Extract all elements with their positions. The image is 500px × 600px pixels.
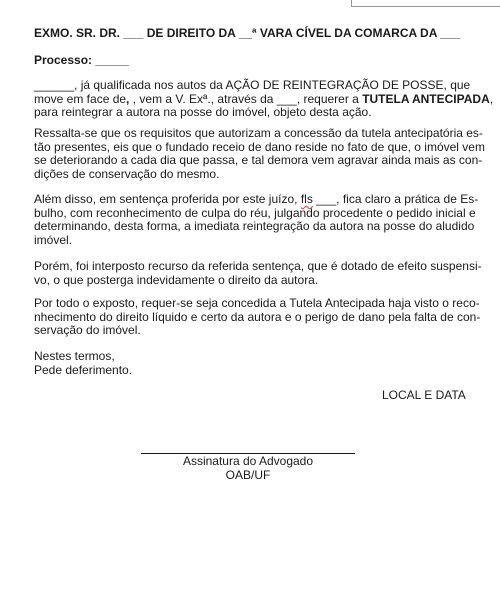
local-e-data: LOCAL E DATA: [382, 388, 466, 402]
closing-line: Pede deferimento.: [34, 362, 133, 377]
paragraph-request: [34, 78, 494, 120]
paragraph-line: [34, 91, 494, 107]
paragraph-sentence: [34, 192, 479, 247]
paragraph-line: Ressalta-se que os requisitos que autorizam a concessão da tutela antecipatória es-: [34, 126, 483, 140]
paragraph-appeal: [34, 259, 482, 287]
paragraph-line: ______, já qualificada nos autos da AÇÃO DE REINTEGRAÇÃO DE POSSE, que: [34, 78, 471, 92]
signature-name: Assinatura do Advogado: [182, 454, 314, 468]
closing-line: Nestes termos,: [34, 349, 115, 363]
processo-heading: Processo: _____: [34, 53, 129, 67]
text-segment: ,: [489, 91, 494, 106]
paragraph-line: tão presentes, eis que o fundado receio de dano reside no fato de que, o imóvel vem: [34, 139, 485, 154]
tutela-antecipada-emphasis: TUTELA ANTECIPADA: [362, 91, 490, 106]
court-address-heading: EXMO. SR. DR. ___ DE DIREITO DA __ª VARA CÍVEL DA COMARCA DA ___: [34, 26, 461, 40]
text-segment: Além disso, em sentença proferida por este juízo,: [34, 192, 301, 206]
closing-block: [34, 350, 464, 377]
paragraph-line: servação do imóvel.: [34, 323, 141, 337]
paragraph-line: Por todo o exposto, requer-se seja concedida a Tutela Antecipada haja visto o reco-: [34, 296, 480, 310]
paragraph-conclusion: [34, 296, 481, 338]
paragraph-line: nhecimento do direito líquido e certo da autora e o perigo de dano pela falta de con-: [34, 309, 481, 324]
spellcheck-word: fls: [300, 192, 313, 206]
paragraph-line: bulho, com reconhecimento de culpa do réu, julgando procedente o pedido inicial e: [34, 205, 476, 220]
paragraph-line: dições de conservação do mesmo.: [34, 166, 220, 181]
signature-oab: OAB/UF: [225, 468, 271, 482]
paragraph-line: vo, o que posterga indevidamente o direito da autora.: [34, 272, 319, 287]
paragraph-line: determinando, desta forma, a imediata reintegração da autora na posse do aludido: [34, 219, 475, 233]
paragraph-line: se deteriorando a cada dia que passa, e tal demora vem agravar ainda mais as con-: [34, 153, 483, 167]
text-segment: ___, fica claro a prática de Es-: [312, 192, 479, 206]
text-segment: move em face de: [34, 91, 127, 106]
paragraph-line: para reintegrar a autora na posse do imóvel, objeto desta ação.: [34, 105, 372, 119]
text-segment: ,: [126, 91, 130, 106]
paragraph-line: [34, 192, 479, 207]
paragraph-line: imóvel.: [34, 232, 73, 247]
paragraph-line: Porém, foi interposto recurso da referida sentença, que é dotado de efeito suspensi-: [34, 259, 482, 273]
text-segment: , vem a V. Exª., através da ___, requerer a: [132, 91, 363, 106]
paragraph-requisites: [34, 126, 485, 181]
